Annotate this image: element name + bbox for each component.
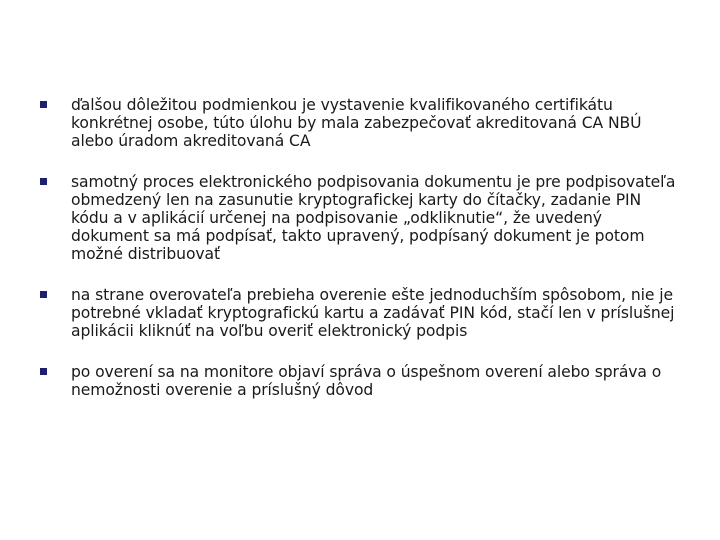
bullet-text: po overení sa na monitore objaví správa o úspešnom overení alebo správa o nemožnosti overenie a príslušný dôvod bbox=[71, 363, 662, 399]
list-item bbox=[40, 286, 680, 340]
bullet-text: samotný proces elektronického podpisovania dokumentu je pre podpisovateľa obmedzený len na zasunutie kryptografickej karty do čítačky, zadanie PIN kódu a v aplikácií určenej na podpisovanie „odkliknutie“, že uvedený dokument sa má podpísať, takto upravený, podpísaný dokument je potom možné distribuovať bbox=[71, 173, 676, 263]
square-bullet-icon bbox=[40, 178, 47, 185]
bullet-text: na strane overovateľa prebieha overenie ešte jednoduchším spôsobom, nie je potrebné vkladať kryptografickú kartu a zadávať PIN kód, stačí len v príslušnej aplikácii kliknúť na voľbu overiť elektronický podpis bbox=[71, 286, 675, 340]
list-item bbox=[40, 96, 680, 150]
square-bullet-icon bbox=[40, 101, 47, 108]
list-item bbox=[40, 363, 680, 399]
square-bullet-icon bbox=[40, 368, 47, 375]
square-bullet-icon bbox=[40, 291, 47, 298]
bullet-text: ďalšou dôležitou podmienkou je vystavenie kvalifikovaného certifikátu konkrétnej osobe, túto úlohu by mala zabezpečovať akreditovaná CA NBÚ alebo úradom akreditovaná CA bbox=[71, 96, 642, 150]
bullet-list bbox=[40, 96, 680, 422]
list-item bbox=[40, 173, 680, 263]
